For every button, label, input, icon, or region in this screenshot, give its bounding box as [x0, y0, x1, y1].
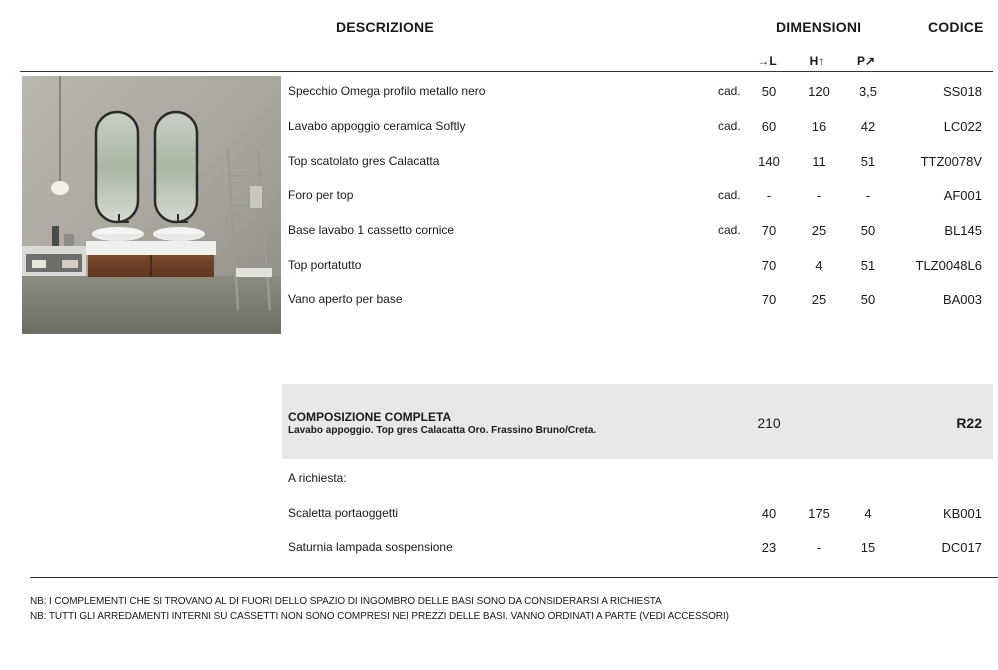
item-height: 16: [811, 119, 827, 134]
table-row: [288, 188, 988, 206]
extra-depth: 4: [864, 506, 872, 521]
composition-subtitle: Lavabo appoggio. Top gres Calacatta Oro. Frassino Bruno/Creta.: [288, 425, 597, 436]
item-depth: 50: [860, 292, 876, 307]
item-depth: 42: [860, 119, 876, 134]
item-description: Lavabo appoggio ceramica Softly: [288, 119, 466, 133]
extra-length: 23: [761, 540, 777, 555]
item-description: Top scatolato gres Calacatta: [288, 154, 440, 168]
item-depth: 50: [860, 223, 876, 238]
item-code: TLZ0048L6: [915, 258, 982, 273]
item-unit: cad.: [718, 188, 741, 202]
item-unit: cad.: [718, 84, 741, 98]
table-row: [288, 119, 988, 137]
item-height: 25: [811, 223, 827, 238]
item-description: Top portatutto: [288, 258, 362, 272]
item-depth: 3,5: [858, 84, 878, 99]
item-code: LC022: [943, 119, 982, 134]
item-description: Vano aperto per base: [288, 292, 403, 306]
table-row: [288, 540, 988, 558]
item-code: AF001: [943, 188, 982, 203]
item-code: TTZ0078V: [920, 154, 982, 169]
header-sub-depth: P↗: [856, 54, 876, 68]
table-row: [288, 506, 988, 524]
item-unit: cad.: [718, 223, 741, 237]
item-code: BL145: [944, 223, 982, 238]
extra-height: 175: [808, 506, 830, 521]
table-row: [288, 292, 988, 310]
item-depth: 51: [860, 258, 876, 273]
item-height: 120: [808, 84, 830, 99]
table-row: [288, 223, 988, 241]
item-unit: cad.: [718, 119, 741, 133]
footnote: NB: I COMPLEMENTI CHE SI TROVANO AL DI FUORI DELLO SPAZIO DI INGOMBRO DELLE BASI SONO DA CONSIDERARSI A RICHIESTA: [30, 596, 662, 607]
item-code: BA003: [942, 292, 982, 307]
table-row: [288, 84, 988, 102]
extra-code: KB001: [942, 506, 982, 521]
item-depth: -: [865, 188, 871, 203]
item-description: Specchio Omega profilo metallo nero: [288, 84, 486, 98]
product-photo: [22, 76, 281, 334]
composition-summary: [282, 384, 993, 459]
item-code: SS018: [942, 84, 982, 99]
extra-height: -: [816, 540, 822, 555]
item-length: 60: [761, 119, 777, 134]
header-sub-length: →L: [757, 54, 777, 68]
item-length: 70: [761, 223, 777, 238]
extra-depth: 15: [860, 540, 876, 555]
header-sub-height: H↑: [809, 54, 825, 68]
item-description: Base lavabo 1 cassetto cornice: [288, 223, 455, 237]
item-length: 70: [761, 258, 777, 273]
table-row: [288, 258, 988, 276]
extra-description: Saturnia lampada sospensione: [288, 540, 453, 554]
item-height: 11: [812, 154, 826, 169]
item-depth: 51: [860, 154, 876, 169]
on-request-label: A richiesta:: [288, 471, 347, 485]
extra-length: 40: [761, 506, 777, 521]
item-description: Foro per top: [288, 188, 354, 202]
item-height: 25: [811, 292, 827, 307]
header-dimensions: DIMENSIONI: [776, 19, 862, 35]
composition-length: 210: [757, 415, 781, 431]
header-description: DESCRIZIONE: [336, 19, 434, 35]
item-length: 70: [761, 292, 777, 307]
composition-title: COMPOSIZIONE COMPLETA: [288, 410, 452, 424]
extra-description: Scaletta portaoggetti: [288, 506, 399, 520]
header-divider: [20, 71, 993, 72]
footnote: NB: TUTTI GLI ARREDAMENTI INTERNI SU CASSETTI NON SONO COMPRESI NEI PREZZI DELLE BASI. VANNO ORDINATI A PARTE (VEDI ACCESSORI): [30, 611, 729, 622]
footer-divider: [30, 577, 998, 578]
item-length: 50: [761, 84, 777, 99]
item-length: -: [766, 188, 772, 203]
composition-code: R22: [956, 415, 982, 431]
item-length: 140: [758, 154, 780, 169]
item-height: -: [816, 188, 822, 203]
header-code: CODICE: [928, 19, 984, 35]
item-height: 4: [815, 258, 823, 273]
table-row: [288, 154, 988, 172]
extra-code: DC017: [941, 540, 982, 555]
